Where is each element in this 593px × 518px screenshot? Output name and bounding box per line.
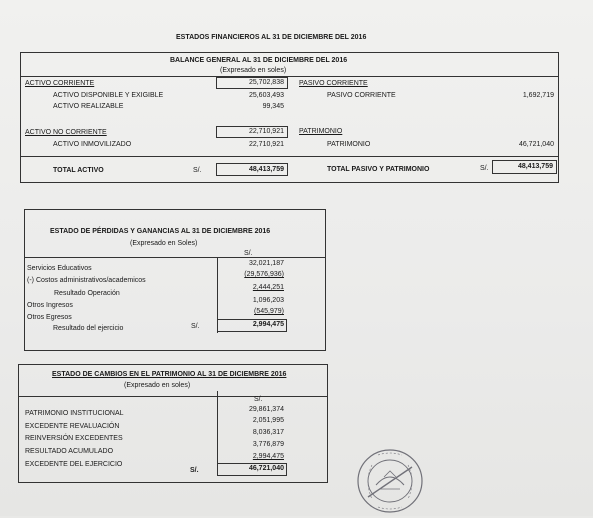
cambios-header-divider [18,396,327,397]
patrimonio-value: 46,721,040 [518,141,554,148]
resultado-ejercicio-value: 2,994,475 [252,321,284,328]
cambios-currency-header: S/. [254,396,263,403]
total-pasivo-label: TOTAL PASIVO Y PATRIMONIO [327,166,430,173]
cambios-row-label: EXCEDENTE DEL EJERCICIO [25,461,123,468]
activo-disponible-value: 25,603,493 [248,92,284,99]
activo-realizable-label: ACTIVO REALIZABLE [53,103,124,110]
activo-inmovilizado-value: 22,710,921 [248,141,284,148]
institutional-seal-icon [350,445,428,513]
cambios-total-currency: S/. [190,467,199,474]
perdidas-row-label: Servicios Educativos [27,265,92,272]
activo-disponible-label: ACTIVO DISPONIBLE Y EXIGIBLE [53,92,164,99]
cambios-row-value: 29,861,374 [248,406,284,413]
pasivo-corriente-value: 1,692,719 [522,92,554,99]
balance-title: BALANCE GENERAL AL 31 DE DICIEMBRE DEL 2016 [170,57,348,64]
perdidas-row-value: (545,979) [254,308,284,315]
perdidas-row-label: Otros Ingresos [27,302,73,309]
total-pasivo-value: 48,413,759 [517,163,553,170]
total-activo-currency: S/. [193,167,202,174]
cambios-total-value: 46,721,040 [248,465,284,472]
balance-subtitle: (Expresado en soles) [220,67,287,74]
cambios-row-value: 8,036,317 [252,429,284,436]
perdidas-row-label: Otros Egresos [27,314,72,321]
activo-inmovilizado-label: ACTIVO INMOVILIZADO [53,141,132,148]
perdidas-header-divider [24,257,325,258]
patrimonio-header: PATRIMONIO [299,128,343,135]
cambios-row-label: EXCEDENTE REVALUACIÓN [25,423,120,430]
activo-corriente-total: 25,702,838 [248,79,284,86]
activo-no-corriente-label: ACTIVO NO CORRIENTE [25,129,107,136]
cambios-row-label: RESULTADO ACUMULADO [25,448,114,455]
pasivo-corriente-label: PASIVO CORRIENTE [327,92,396,99]
perdidas-row-label: (-) Costos administrativos/academicos [27,277,146,284]
patrimonio-label: PATRIMONIO [327,141,371,148]
total-activo-label: TOTAL ACTIVO [53,167,104,174]
perdidas-row-value: 1,096,203 [252,297,284,304]
activo-no-corriente-total: 22,710,921 [248,128,284,135]
cambios-title: ESTADO DE CAMBIOS EN EL PATRIMONIO AL 31 DE DICIEMBRE 2016 [52,371,287,378]
resultado-ejercicio-label: Resultado del ejercicio [53,325,124,332]
balance-header-divider [20,76,558,77]
perdidas-row-value: 2,444,251 [252,284,284,291]
resultado-ejercicio-currency: S/. [191,323,200,330]
total-activo-value: 48,413,759 [248,166,284,173]
main-title: ESTADOS FINANCIEROS AL 31 DE DICIEMBRE DEL 2016 [176,34,367,41]
perdidas-row-value: 32,021,187 [248,260,284,267]
balance-general-box [20,52,559,183]
activo-corriente-label: ACTIVO CORRIENTE [25,80,95,87]
activo-realizable-value: 99,345 [262,103,284,110]
balance-total-divider [20,156,558,157]
cambios-row-label: REINVERSIÓN EXCEDENTES [25,435,123,442]
perdidas-row-label: Resultado Operación [54,290,120,297]
perdidas-row-value: (29,576,936) [244,271,284,278]
cambios-row-label: PATRIMONIO INSTITUCIONAL [25,410,124,417]
cambios-subtitle: (Expresado en soles) [124,382,191,389]
total-pasivo-currency: S/. [480,165,489,172]
perdidas-currency-header: S/. [244,250,253,257]
cambios-row-value: 2,994,475 [252,453,284,460]
perdidas-subtitle: (Expresado en Soles) [130,240,198,247]
pasivo-corriente-header: PASIVO CORRIENTE [299,80,368,87]
cambios-row-value: 3,776,879 [252,441,284,448]
perdidas-title: ESTADO DE PÉRDIDAS Y GANANCIAS AL 31 DE DICIEMBRE 2016 [50,228,271,235]
cambios-row-value: 2,051,995 [252,417,284,424]
